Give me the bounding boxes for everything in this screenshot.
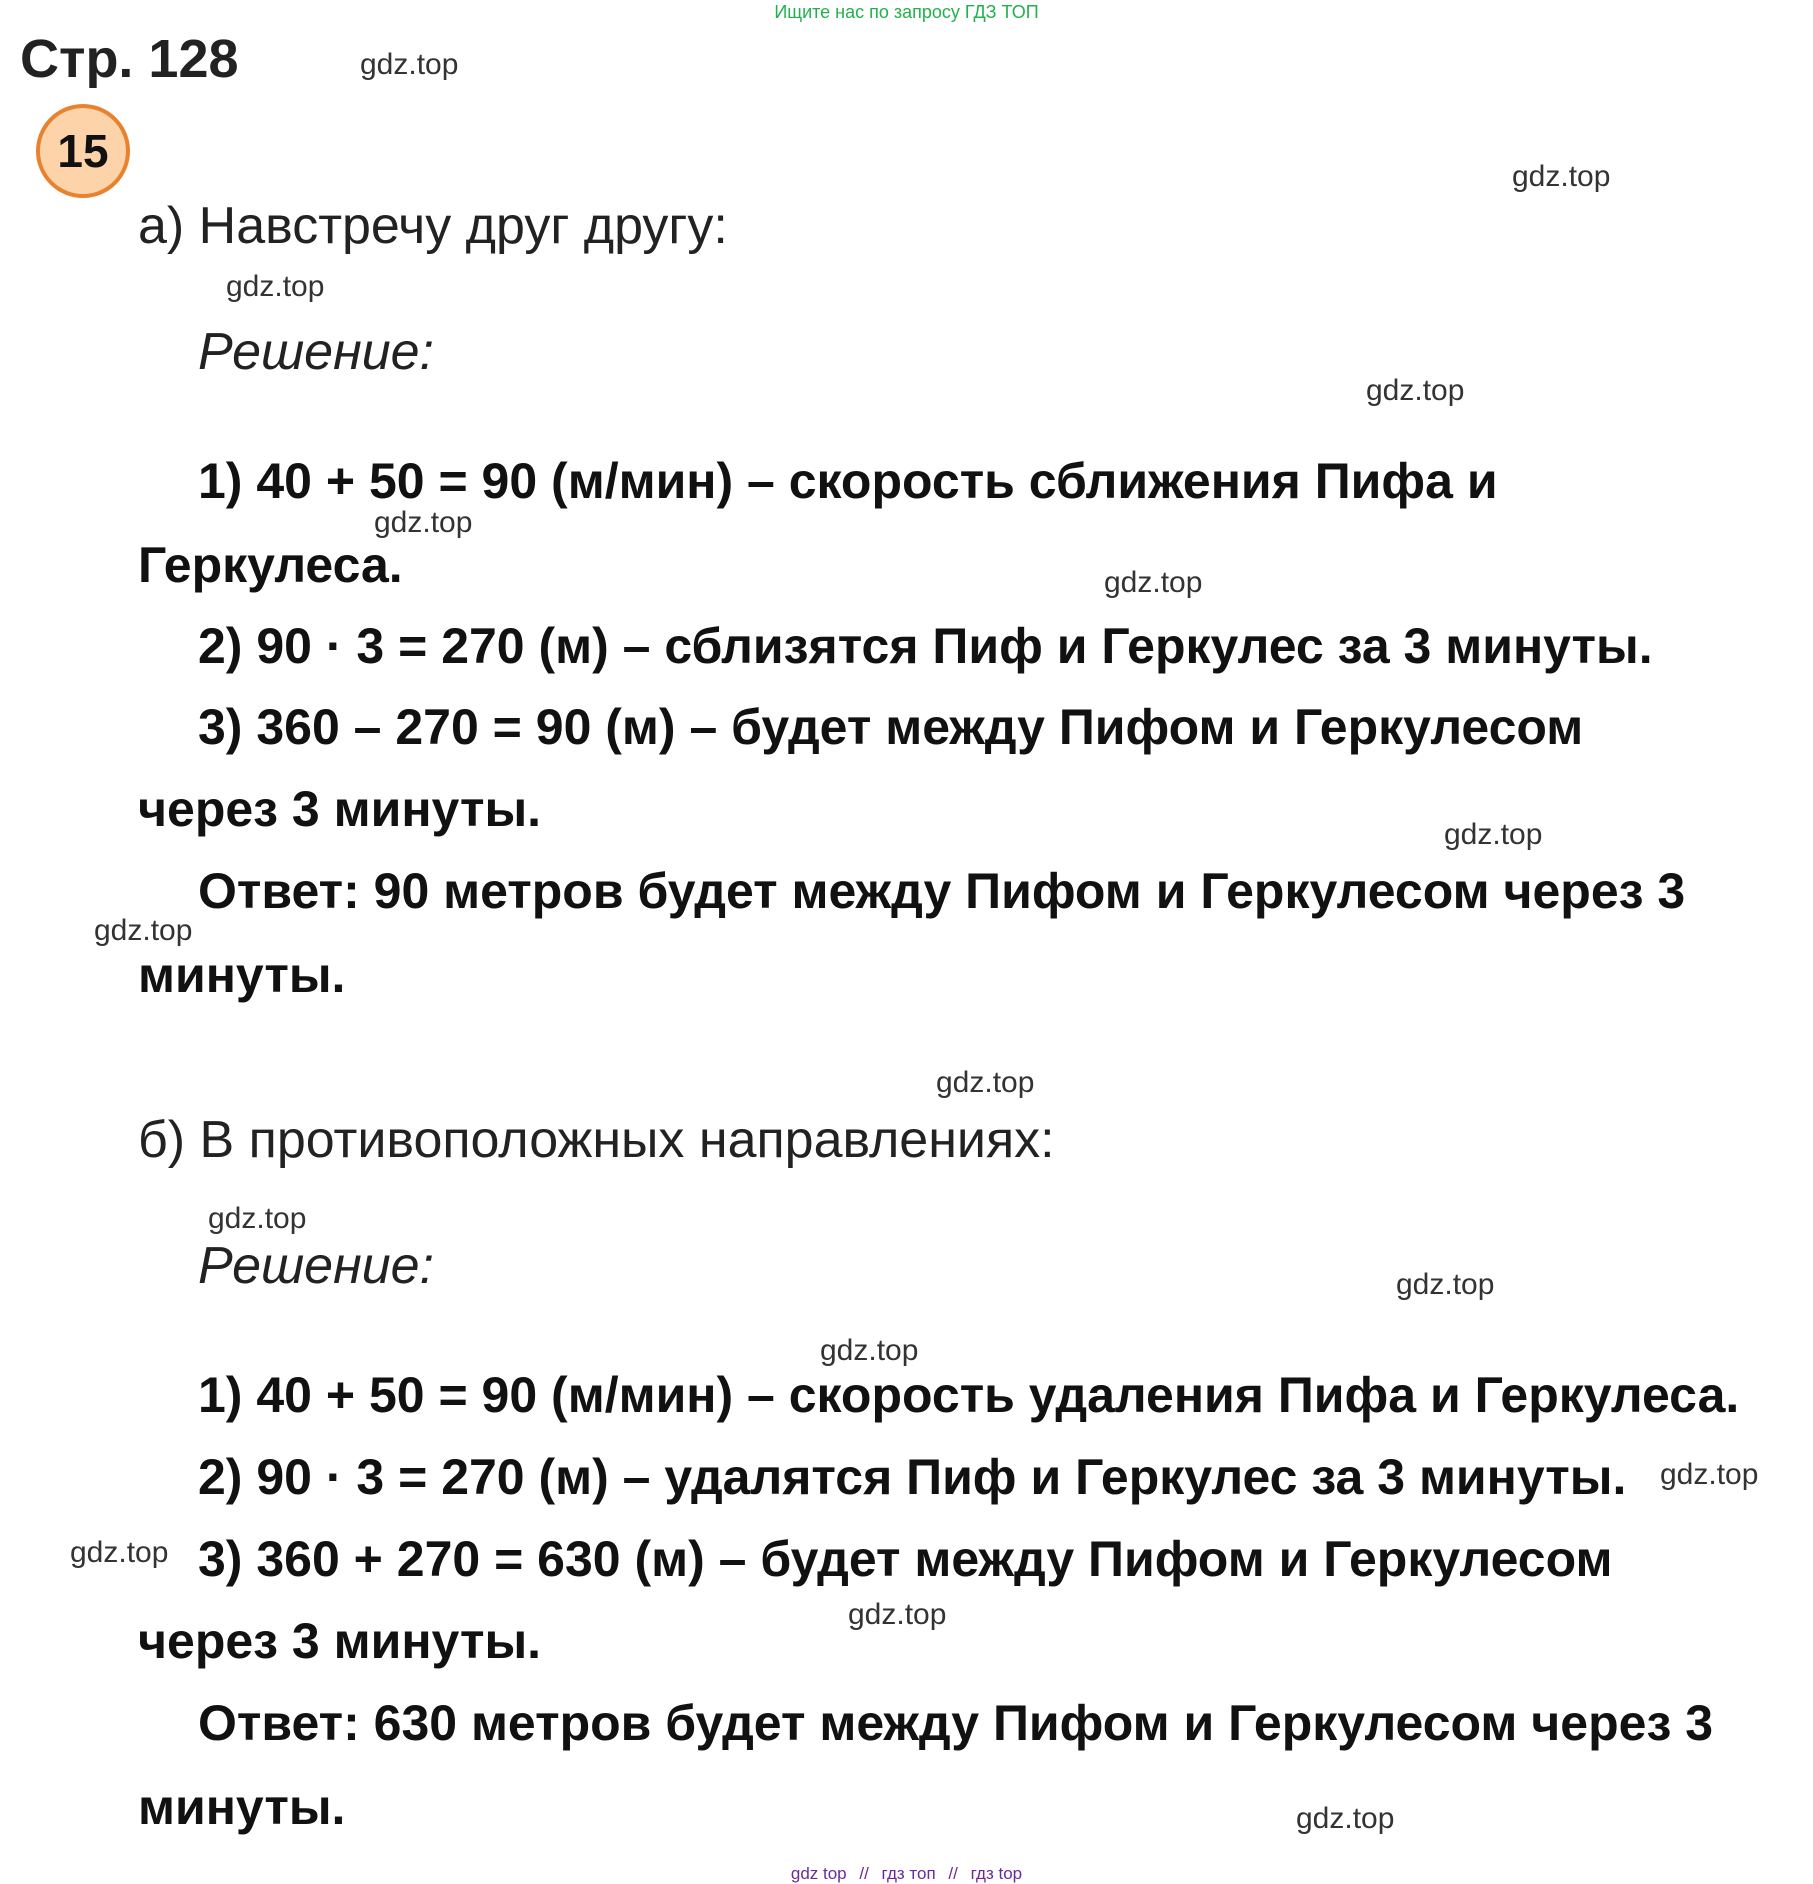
part-b-answer-line1: Ответ: 630 метров будет между Пифом и Геркулесом через 3 <box>198 1695 1714 1751</box>
page-title: Стр. 128 <box>20 29 239 89</box>
watermark: gdz.top <box>94 914 193 947</box>
footer-links <box>0 1864 1813 1884</box>
part-a-heading: а) Навстречу друг другу: <box>138 197 728 255</box>
part-a-step1-line2: Геркулеса. <box>138 537 403 593</box>
watermark: gdz.top <box>1366 374 1465 407</box>
part-b-step3-line2: через 3 минуты. <box>138 1613 542 1669</box>
watermark: gdz.top <box>936 1066 1035 1099</box>
watermark: gdz.top <box>374 506 473 539</box>
watermark: gdz.top <box>70 1536 169 1569</box>
task-number: 15 <box>57 125 109 177</box>
watermark: gdz.top <box>1104 566 1203 599</box>
part-a-answer-line1: Ответ: 90 метров будет между Пифом и Геркулесом через 3 <box>198 863 1686 919</box>
watermark: gdz.top <box>1444 818 1543 851</box>
watermark: gdz.top <box>1396 1268 1495 1301</box>
part-b-step1: 1) 40 + 50 = 90 (м/мин) – скорость удаления Пифа и Геркулеса. <box>198 1367 1740 1423</box>
part-a-step1-line1: 1) 40 + 50 = 90 (м/мин) – скорость сближения Пифа и <box>198 453 1498 509</box>
top-banner: Ищите нас по запросу ГДЗ ТОП <box>774 2 1039 22</box>
watermark: gdz.top <box>848 1598 947 1631</box>
task-number-badge <box>36 104 130 198</box>
watermark: gdz.top <box>1296 1802 1395 1835</box>
part-b-step2: 2) 90 · 3 = 270 (м) – удалятся Пиф и Геркулес за 3 минуты. <box>198 1449 1627 1505</box>
footer-link-gdz-top-mixed[interactable]: гдз top <box>970 1864 1023 1883</box>
part-a-answer-line2: минуты. <box>138 947 346 1003</box>
watermark: gdz.top <box>226 270 325 303</box>
part-a-step3-line1: 3) 360 – 270 = 90 (м) – будет между Пифом и Геркулесом <box>198 699 1584 755</box>
footer-separator: // <box>859 1864 869 1883</box>
watermark: gdz.top <box>820 1334 919 1367</box>
watermark: gdz.top <box>208 1202 307 1235</box>
watermark: gdz.top <box>360 48 459 81</box>
footer-link-gdz-top-ru[interactable]: гдз топ <box>881 1864 936 1883</box>
part-a-solution-label: Решение: <box>198 323 435 381</box>
part-b-solution-label: Решение: <box>198 1237 435 1295</box>
watermark: gdz.top <box>1660 1458 1759 1491</box>
footer-link-gdz-top[interactable]: gdz top <box>790 1864 847 1883</box>
part-b-answer-line2: минуты. <box>138 1779 346 1835</box>
watermark: gdz.top <box>1512 160 1611 193</box>
part-a-step2: 2) 90 · 3 = 270 (м) – сблизятся Пиф и Геркулес за 3 минуты. <box>198 618 1653 674</box>
footer-separator: // <box>948 1864 958 1883</box>
part-b-heading: б) В противоположных направлениях: <box>138 1111 1055 1169</box>
part-a-step3-line2: через 3 минуты. <box>138 781 542 837</box>
part-b-step3-line1: 3) 360 + 270 = 630 (м) – будет между Пифом и Геркулесом <box>198 1531 1613 1587</box>
